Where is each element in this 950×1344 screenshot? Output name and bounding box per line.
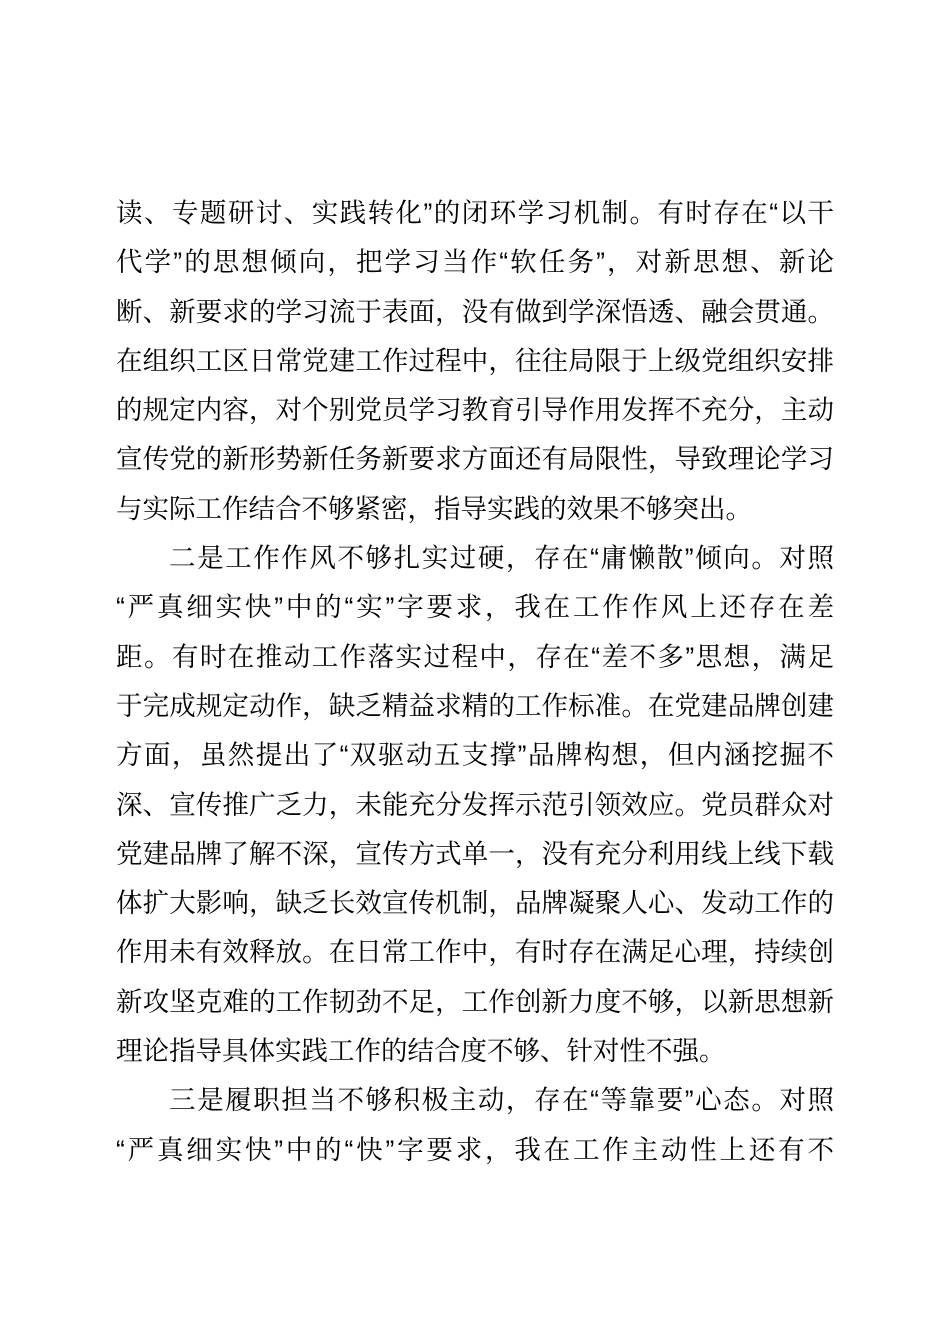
text-line: 于完成规定动作，缺乏精益求精的工作标准。在党建品牌创建	[116, 690, 834, 721]
text-line: 与实际工作结合不够紧密，指导实践的效果不够突出。	[116, 493, 752, 524]
paragraph	[116, 1076, 834, 1175]
paragraph	[116, 189, 834, 534]
text-line: 距。有时在推动工作落实过程中，存在“差不多”思想，满足	[116, 641, 834, 672]
text-line: 读、专题研讨、实践转化”的闭环学习机制。有时存在“以干	[116, 198, 834, 228]
document-text	[116, 189, 834, 1175]
text-line: 深、宣传推广乏力，未能充分发挥示范引领效应。党员群众对	[116, 789, 834, 820]
text-line: 二是工作作风不够扎实过硬，存在“庸懒散”倾向。对照	[169, 543, 834, 574]
text-line: 新攻坚克难的工作韧劲不足，工作创新力度不够，以新思想新	[116, 986, 834, 1017]
text-line: 代学”的思想倾向，把学习当作“软任务”，对新思想、新论	[116, 247, 834, 278]
text-line: 三是履职担当不够积极主动，存在“等靠要”心态。对照	[169, 1085, 834, 1116]
text-line: 理论指导具体实践工作的结合度不够、针对性不强。	[116, 1036, 726, 1067]
text-line: 体扩大影响，缺乏长效宣传机制，品牌凝聚人心、发动工作的	[116, 888, 834, 919]
text-line: 党建品牌了解不深，宣传方式单一，没有充分利用线上线下载	[116, 838, 834, 869]
text-line: “严真细实快”中的“快”字要求，我在工作主动性上还有不	[116, 1134, 834, 1165]
text-line: 方面，虽然提出了“双驱动五支撑”品牌构想，但内涵挖掘不	[116, 740, 834, 771]
text-line: 作用未有效释放。在日常工作中，有时存在满足心理，持续创	[116, 937, 834, 968]
text-line: 的规定内容，对个别党员学习教育引导作用发挥不充分，主动	[116, 395, 834, 426]
paragraph	[116, 534, 834, 1076]
text-line: 断、新要求的学习流于表面，没有做到学深悟透、融会贯通。	[116, 296, 834, 327]
text-line: “严真细实快”中的“实”字要求，我在工作作风上还存在差	[116, 592, 834, 623]
text-line: 在组织工区日常党建工作过程中，往往局限于上级党组织安排	[116, 345, 834, 376]
text-line: 宣传党的新形势新任务新要求方面还有局限性，导致理论学习	[116, 444, 834, 475]
